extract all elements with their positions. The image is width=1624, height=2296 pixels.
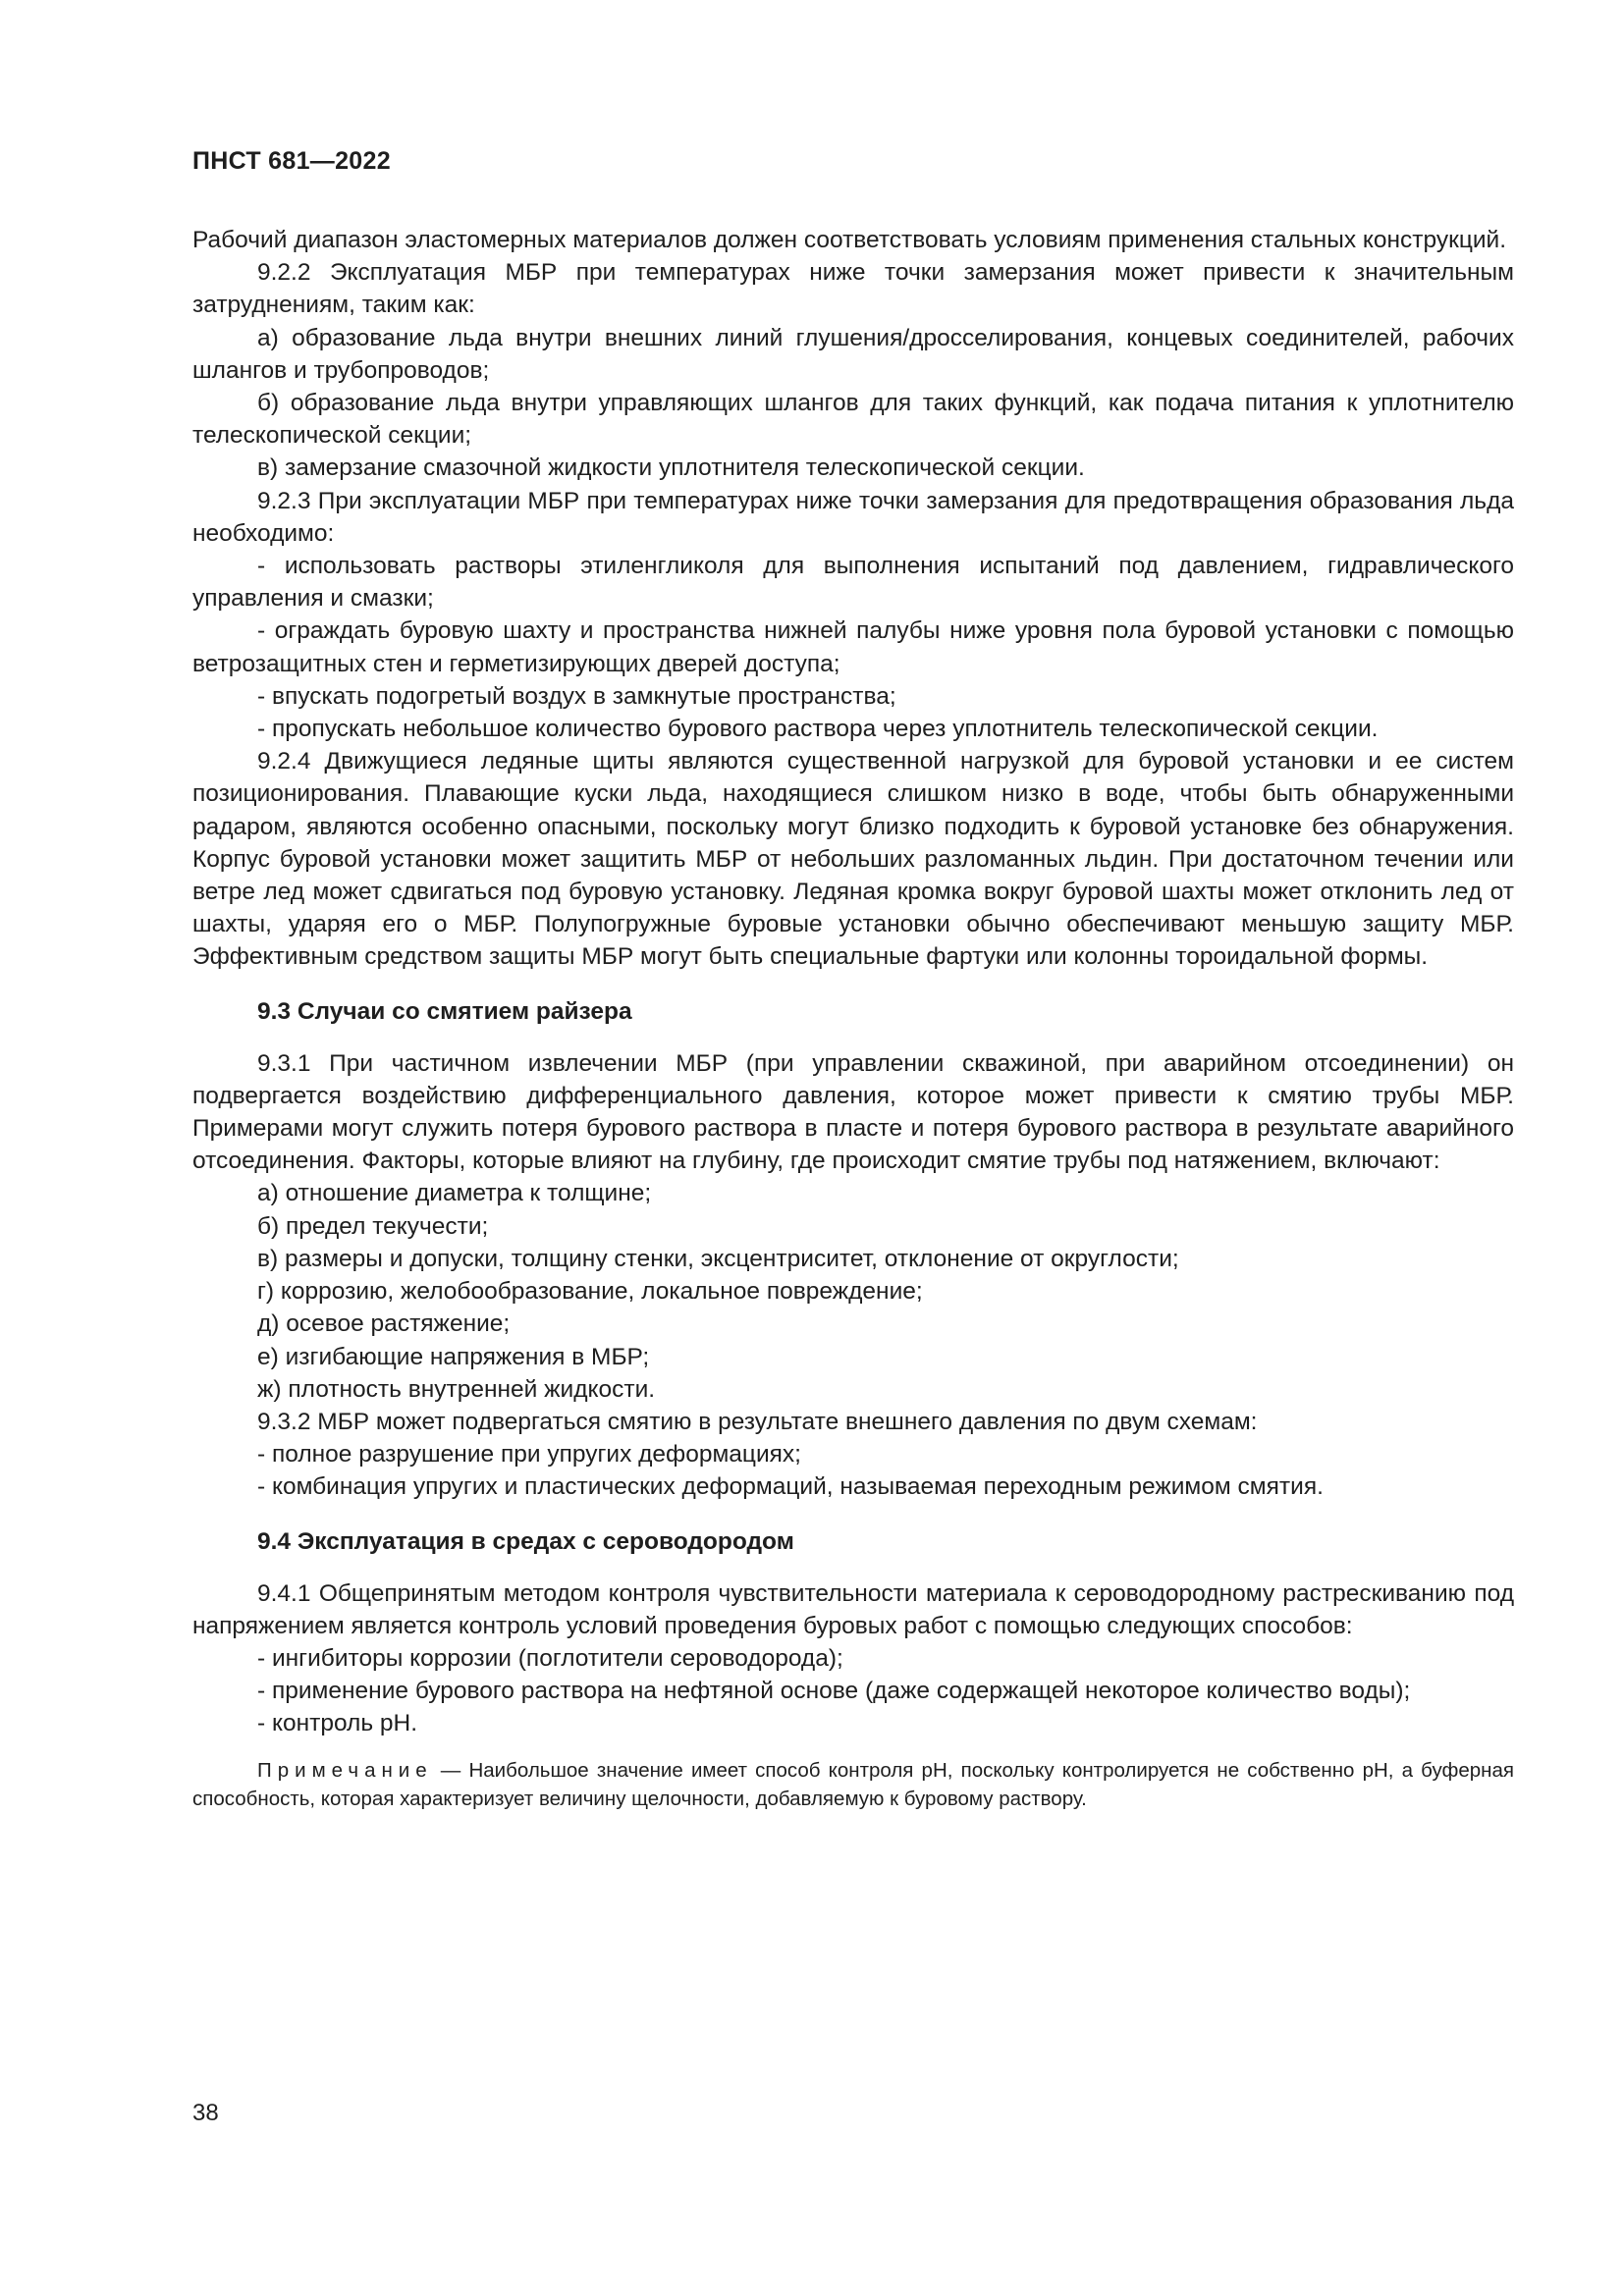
document-code-header: ПНСТ 681—2022 [192, 147, 391, 175]
list-item: в) размеры и допуски, толщину стенки, эксцентриситет, отклонение от округлости; [257, 1245, 1179, 1272]
section-heading-9-4: 9.4 Эксплуатация в средах с сероводородом [257, 1527, 794, 1555]
list-item: - использовать растворы этиленгликоля для выполнения испытаний под давлением, гидравлического управления и смазки; [192, 553, 1514, 613]
list-item: - полное разрушение при упругих деформациях; [257, 1441, 801, 1468]
list-item: - впускать подогретый воздух в замкнутые пространства; [257, 682, 896, 710]
list-item: б) образование льда внутри управляющих шлангов для таких функций, как подача питания к уплотнителю телескопической секции; [192, 390, 1514, 450]
list-item: - комбинация упругих и пластических деформаций, называемая переходным режимом смятия. [257, 1473, 1324, 1501]
paragraph: Рабочий диапазон эластомерных материалов должен соответствовать условиям применения стальных конструкций. [192, 227, 1507, 253]
list-item: а) отношение диаметра к толщине; [257, 1180, 652, 1207]
note [192, 1756, 1514, 1813]
list-item: ж) плотность внутренней жидкости. [257, 1375, 656, 1403]
list-item: г) коррозию, желобообразование, локальное повреждение; [257, 1278, 923, 1306]
list-item: - применение бурового раствора на нефтяной основе (даже содержащей некоторое количество воды); [257, 1678, 1411, 1705]
list-item: - пропускать небольшое количество бурового раствора через уплотнитель телескопической секции. [257, 716, 1379, 743]
list-item: - ограждать буровую шахту и пространства нижней палубы ниже уровня пола буровой установки с помощью ветрозащитных стен и герметизирующих дверей доступа; [192, 617, 1514, 677]
list-item: - контроль pH. [257, 1710, 418, 1737]
note-text: — Наибольшое значение имеет способ контроля pH, поскольку контролируется не собственно pH, а буферная способность, которая характеризует величину щелочности, добавляемую к буровому раствору. [192, 1758, 1514, 1810]
clause-9-2-3: 9.2.3 При эксплуатации МБР при температурах ниже точки замерзания для предотвращения образования льда необходимо: [192, 487, 1514, 547]
clause-9-2-2: 9.2.2 Эксплуатация МБР при температурах ниже точки замерзания может привести к значительным затруднениям, таким как: [192, 259, 1514, 319]
list-item: б) предел текучести; [257, 1212, 489, 1240]
document-body [192, 224, 1514, 1813]
page-number: 38 [192, 2100, 219, 2126]
clause-9-3-1: 9.3.1 При частичном извлечении МБР (при управлении скважиной, при аварийном отсоединении) он подвергается воздействию дифференциального давления, которое может привести к смятию трубы МБР. Примерами могут служить потеря бурового раствора в пласте и потеря бурового раствора в результате аварийного отсоединения. Факторы, которые влияют на глубину, где происходит смятие трубы под натяжением, включают: [192, 1049, 1514, 1175]
clause-9-2-4: 9.2.4 Движущиеся ледяные щиты являются существенной нагрузкой для буровой установки и ее систем позиционирования. Плавающие куски льда, находящиеся слишком низко в воде, чтобы быть обнаруженными радаром, являются особенно опасными, поскольку могут близко подходить к буровой установке без обнаружения. Корпус буровой установки может защитить МБР от небольших разломанных льдин. При достаточном течении или ветре лед может сдвигаться под буровую установку. Ледяная кромка вокруг буровой шахты может отклонить лед от шахты, ударяя его о МБР. Полупогружные буровые установки обычно обеспечивают меньшую защиту МБР. Эффективным средством защиты МБР могут быть специальные фартуки или колонны тороидальной формы. [192, 748, 1514, 971]
clause-9-3-2: 9.3.2 МБР может подвергаться смятию в результате внешнего давления по двум схемам: [257, 1408, 1258, 1435]
list-item: е) изгибающие напряжения в МБР; [257, 1343, 650, 1370]
list-item: - ингибиторы коррозии (поглотители сероводорода); [257, 1644, 843, 1672]
list-item: д) осевое растяжение; [257, 1310, 511, 1338]
list-item: а) образование льда внутри внешних линий глушения/дросселирования, концевых соединителей, рабочих шлангов и трубопроводов; [192, 324, 1514, 384]
section-heading-9-3: 9.3 Случаи со смятием райзера [257, 997, 632, 1025]
note-label: Примечание [257, 1758, 433, 1782]
list-item: в) замерзание смазочной жидкости уплотнителя телескопической секции. [257, 454, 1085, 482]
clause-9-4-1: 9.4.1 Общепринятым методом контроля чувствительности материала к сероводородному растрескиванию под напряжением является контроль условий проведения буровых работ с помощью следующих способов: [192, 1579, 1514, 1639]
